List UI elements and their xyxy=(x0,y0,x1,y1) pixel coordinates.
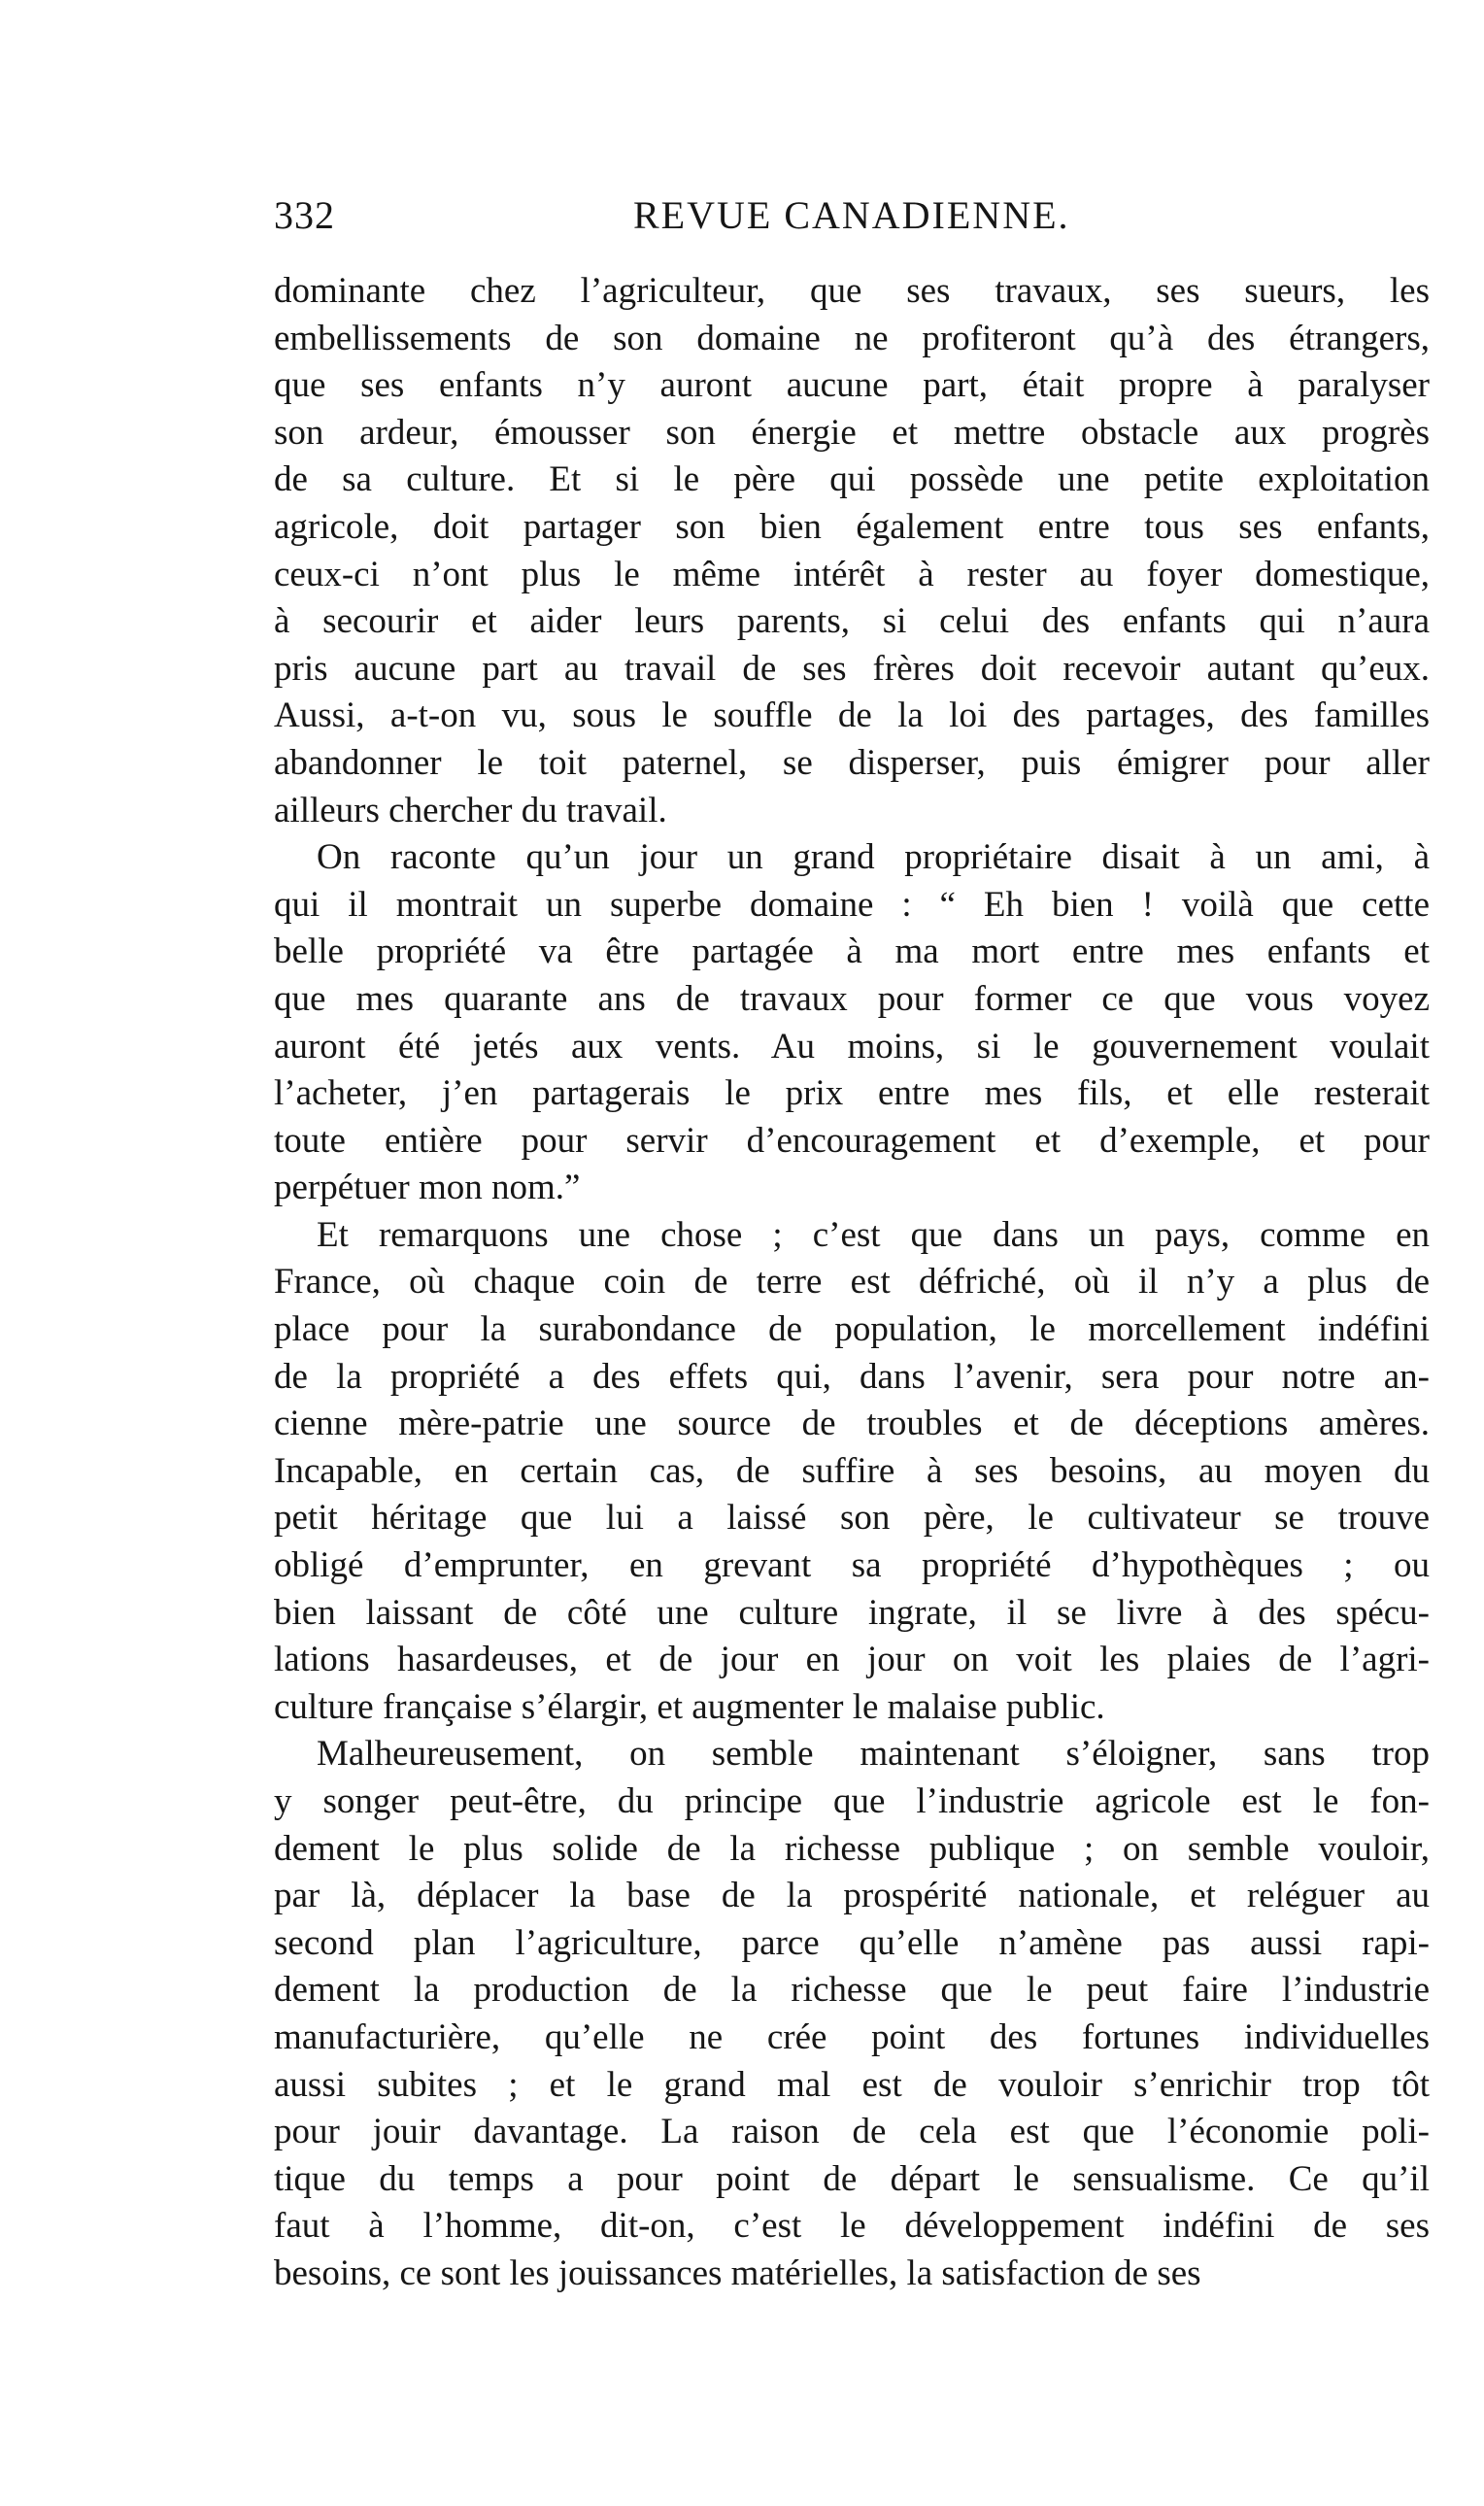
text-line: Et remarquons une chose ; c’est que dans un pays, comme en xyxy=(317,1214,1430,1255)
text-line: son ardeur, émousser son énergie et mettre obstacle aux progrès xyxy=(274,412,1430,453)
text-line: besoins, ce sont les jouissances matérielles, la satisfaction de ses xyxy=(274,2252,1201,2293)
text-line: toute entière pour servir d’encouragement et d’exemple, et pour xyxy=(274,1120,1430,1161)
text-line: Malheureusement, on semble maintenant s’éloigner, sans trop xyxy=(317,1734,1430,1775)
paragraph xyxy=(274,268,1430,834)
text-line: bien laissant de côté une culture ingrate, il se livre à des spécu- xyxy=(274,1592,1430,1633)
text-line: cienne mère-patrie une source de troubles et de déceptions amères. xyxy=(274,1404,1430,1444)
text-line: tique du temps a pour point de départ le sensualisme. Ce qu’il xyxy=(274,2158,1430,2199)
text-line: culture française s’élargir, et augmenter le malaise public. xyxy=(274,1686,1105,1727)
text-line: petit héritage que lui a laissé son père, le cultivateur se trouve xyxy=(274,1498,1430,1539)
text-line: que mes quarante ans de travaux pour former ce que vous voyez xyxy=(274,978,1430,1019)
paragraph xyxy=(274,834,1430,1212)
text-line: aussi subites ; et le grand mal est de vouloir s’enrichir trop tôt xyxy=(274,2064,1430,2105)
text-line: obligé d’emprunter, en grevant sa propriété d’hypothèques ; ou xyxy=(274,1545,1430,1586)
page-header xyxy=(274,192,1430,251)
text-line: y songer peut-être, du principe que l’industrie agricole est le fon- xyxy=(274,1781,1430,1821)
text-line: par là, déplacer la base de la prospérité nationale, et reléguer au xyxy=(274,1876,1430,1916)
text-line: Incapable, en certain cas, de suffire à ses besoins, au moyen du xyxy=(274,1450,1430,1491)
text-line: France, où chaque coin de terre est défriché, où il n’y a plus de xyxy=(274,1262,1430,1303)
text-line: ailleurs chercher du travail. xyxy=(274,790,667,830)
text-line: l’acheter, j’en partagerais le prix entre mes fils, et elle resterait xyxy=(274,1073,1430,1114)
text-line: pour jouir davantage. La raison de cela est que l’économie poli- xyxy=(274,2112,1430,2152)
text-line: abandonner le toit paternel, se disperser, puis émigrer pour aller xyxy=(274,742,1430,783)
text-line: perpétuer mon nom.” xyxy=(274,1168,581,1208)
text-line: auront été jetés aux vents. Au moins, si le gouvernement voulait xyxy=(274,1026,1430,1067)
body-text xyxy=(274,268,1430,2298)
text-line: belle propriété va être partagée à ma mort entre mes enfants et xyxy=(274,931,1430,972)
text-line: dominante chez l’agriculteur, que ses travaux, ses sueurs, les xyxy=(274,271,1430,311)
text-line: de sa culture. Et si le père qui possède une petite exploitation xyxy=(274,459,1430,500)
text-line: de la propriété a des effets qui, dans l’avenir, sera pour notre an- xyxy=(274,1356,1430,1397)
text-line: dement la production de la richesse que le peut faire l’industrie xyxy=(274,1970,1430,2011)
text-line: second plan l’agriculture, parce qu’elle n’amène pas aussi rapi- xyxy=(274,1922,1430,1963)
text-line: Aussi, a-t-on vu, sous le souffle de la loi des partages, des familles xyxy=(274,695,1430,736)
text-line: embellissements de son domaine ne profiteront qu’à des étrangers, xyxy=(274,318,1430,358)
text-line: pris aucune part au travail de ses frères doit recevoir autant qu’eux. xyxy=(274,648,1430,689)
paragraph xyxy=(274,1731,1430,2297)
text-line: manufacturière, qu’elle ne crée point des fortunes individuelles xyxy=(274,2016,1430,2057)
text-line: faut à l’homme, dit-on, c’est le développement indéfini de ses xyxy=(274,2206,1430,2247)
text-line: place pour la surabondance de population, le morcellement indéfini xyxy=(274,1309,1430,1350)
running-title: REVUE CANADIENNE. xyxy=(633,193,1070,237)
text-line: que ses enfants n’y auront aucune part, était propre à paralyser xyxy=(274,365,1430,406)
text-line: à secourir et aider leurs parents, si celui des enfants qui n’aura xyxy=(274,601,1430,642)
text-line: On raconte qu’un jour un grand propriétaire disait à un ami, à xyxy=(317,837,1430,878)
text-line: agricole, doit partager son bien également entre tous ses enfants, xyxy=(274,506,1430,547)
text-line: lations hasardeuses, et de jour en jour on voit les plaies de l’agri- xyxy=(274,1640,1430,1680)
text-line: ceux-ci n’ont plus le même intérêt à rester au foyer domestique, xyxy=(274,554,1430,594)
text-line: qui il montrait un superbe domaine : “ Eh bien ! voilà que cette xyxy=(274,884,1430,925)
text-line: dement le plus solide de la richesse publique ; on semble vouloir, xyxy=(274,1828,1430,1869)
page-number: 332 xyxy=(274,193,335,237)
paragraph xyxy=(274,1212,1430,1732)
